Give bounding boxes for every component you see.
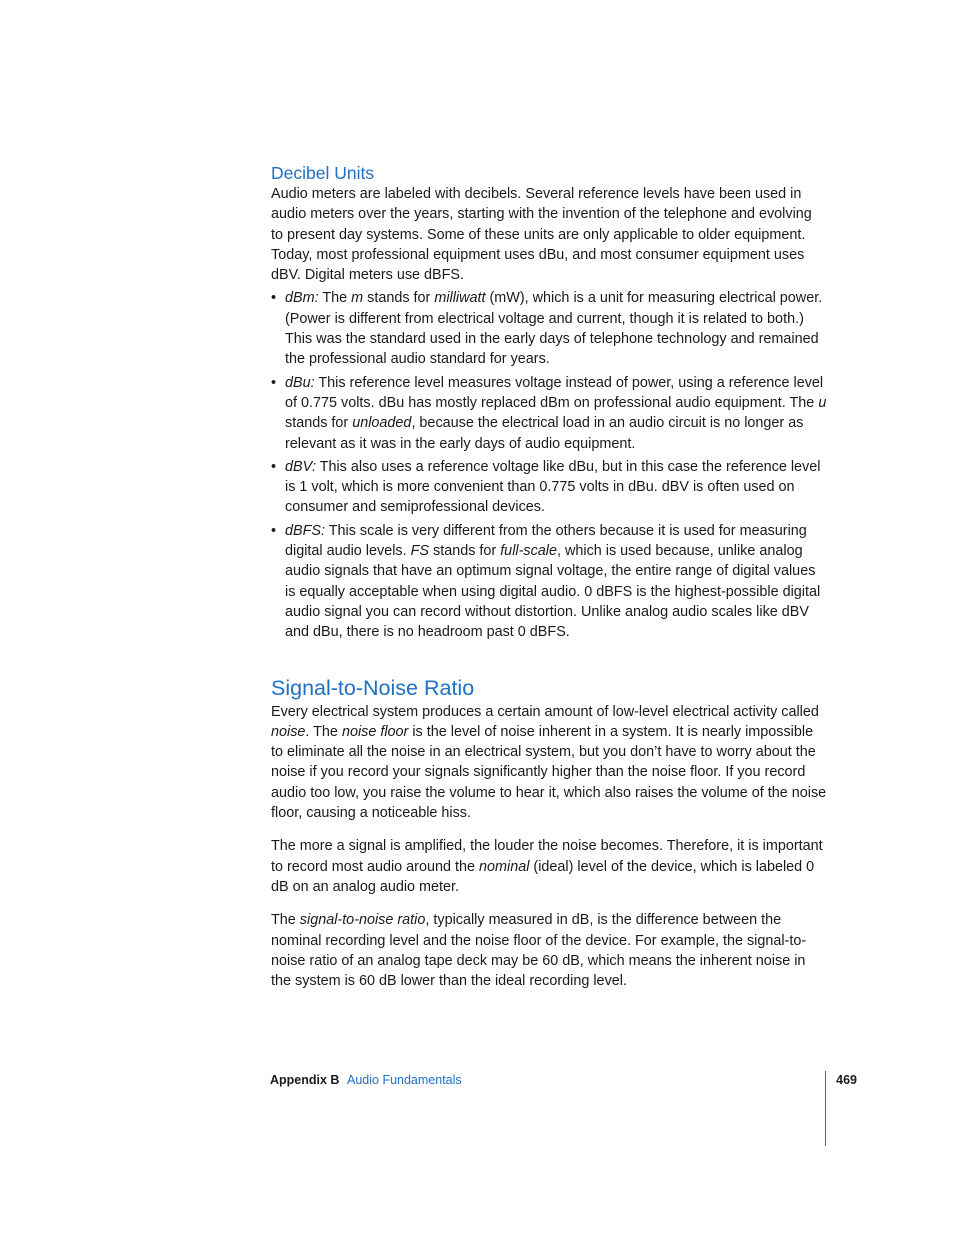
- term-dbfs: dBFS:: [285, 522, 325, 539]
- footer-chapter-title: Audio Fundamentals: [347, 1073, 462, 1087]
- snr-paragraph-2: [271, 836, 827, 897]
- text-run: stands for: [285, 415, 353, 432]
- text-run: This also uses a reference voltage like dBu, but in this case the reference level is 1 volt, which is more convenient than 0.775 volts in dBu. dBV is often used on consumer and semiprofessional devices.: [285, 458, 821, 516]
- italic-run: noise floor: [341, 723, 409, 740]
- decibel-units-intro: Audio meters are labeled with decibels. Several reference levels have been used in audio meters over the years, starting with the invention of the telephone and evolving to present day systems. Some of these units are only applicable to older equipment. Today, most professional equipment uses dBu, and most consumer equipment uses dBV. Digital meters use dBFS.: [271, 186, 812, 284]
- list-item-dbm: [271, 288, 827, 369]
- text-run: stands for: [429, 543, 501, 560]
- page-footer: [270, 1071, 857, 1091]
- footer-appendix-label: Appendix B: [270, 1073, 340, 1087]
- text-run: This scale is very different from the others because it is used for measuring digital audio levels.: [285, 522, 807, 560]
- page-number: 469: [836, 1073, 857, 1087]
- text-run: The more a signal is amplified, the louder the noise becomes. Therefore, it is important to record most audio around the: [271, 838, 823, 875]
- text-run: (ideal) level of the device, which is labeled 0 dB on an analog audio meter.: [271, 858, 815, 895]
- italic-run: milliwatt: [434, 290, 486, 307]
- italic-run: nominal: [479, 858, 530, 875]
- page-content: [271, 162, 827, 991]
- italic-run: noise: [271, 723, 306, 740]
- list-item-dbfs: [271, 521, 827, 643]
- section-heading-decibel-units: Decibel Units: [271, 163, 375, 183]
- bullet-icon: •: [271, 290, 277, 307]
- text-run: stands for: [363, 290, 435, 307]
- bullet-icon: •: [271, 374, 277, 391]
- snr-paragraph-3: [271, 910, 827, 991]
- bullet-icon: •: [271, 522, 277, 539]
- italic-run: u: [818, 394, 827, 411]
- footer-divider-rule: [825, 1071, 826, 1146]
- italic-run: signal-to-noise ratio: [299, 912, 426, 929]
- text-run: , which is used because, unlike analog audio signals that have an optimum signal voltage, the entire range of digital values is equally acceptable when using digital audio. 0 dBFS is the highest-possible digital audio signal you can record without distortion. Unlike analog audio scales like dBV and dBu, there is no headroom past 0 dBFS.: [285, 543, 821, 641]
- text-run: Every electrical system produces a certain amount of low-level electrical activity called: [271, 703, 819, 720]
- italic-run: full-scale: [500, 543, 557, 560]
- list-item-dbu: [271, 373, 827, 454]
- snr-paragraph-1: [271, 702, 827, 824]
- text-run: is the level of noise inherent in a system. It is nearly impossible to eliminate all the noise in an electrical system, but you don’t have to worry about the noise if you record your signals significantly higher than the noise floor. If you record audio too low, you raise the volume to hear it, which also raises the volume of the noise floor, causing a noticeable hiss.: [271, 723, 827, 822]
- bullet-icon: •: [271, 458, 277, 475]
- italic-run: m: [351, 290, 364, 307]
- decibel-units-list: [271, 288, 827, 642]
- section-heading-signal-to-noise: Signal-to-Noise Ratio: [271, 675, 475, 700]
- text-run: The: [271, 912, 300, 929]
- term-dbv: dBV:: [285, 458, 316, 475]
- term-dbu: dBu:: [285, 374, 315, 391]
- text-run: . The: [305, 723, 342, 740]
- text-run: This reference level measures voltage instead of power, using a reference level of 0.775 volts. dBu has mostly replaced dBm on professional audio equipment. The: [285, 374, 824, 411]
- list-item-dbv: [271, 457, 827, 518]
- text-run: The: [318, 290, 352, 307]
- text-run: , typically measured in dB, is the difference between the nominal recording level and the noise floor of the device. For example, the signal-to-noise ratio of an analog tape deck may be 60 dB, which means the inherent noise in the system is 60 dB lower than the ideal recording level.: [271, 912, 807, 990]
- italic-run: FS: [410, 543, 429, 560]
- text-run: , because the electrical load in an audio circuit is no longer as relevant as it was in the early days of audio equipment.: [285, 415, 804, 452]
- text-run: (mW), which is a unit for measuring electrical power. (Power is different from electrical voltage and current, though it is related to both.) This was the standard used in the early days of telephone technology and remained the professional audio standard for years.: [285, 290, 823, 368]
- term-dbm: dBm:: [285, 290, 319, 307]
- italic-run: unloaded: [352, 415, 412, 432]
